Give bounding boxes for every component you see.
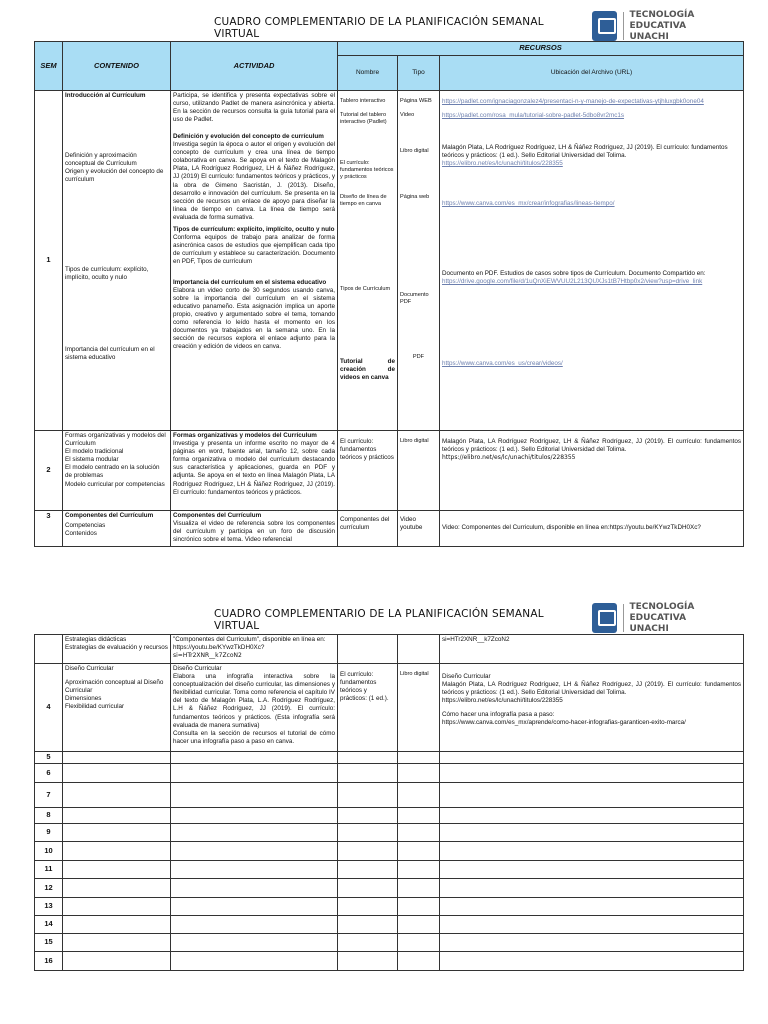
- recurso-nombre: Componentes del currículum: [340, 516, 390, 532]
- actividad-title: Diseño Curricular: [173, 665, 222, 672]
- empty-cell: [398, 808, 440, 824]
- actividad-text: Visualiza el video de referencia sobre los componentes del currículum y participa en un foro de discusión sincrónico sobre el tema. Video referencial: [173, 520, 335, 544]
- recurso-nombre: Tablero interactivo: [340, 98, 386, 104]
- contenido-item: Importancia del currículum en el sistema educativo: [65, 346, 155, 362]
- empty-cell: [171, 898, 338, 916]
- empty-cell: [398, 861, 440, 879]
- logo: [592, 602, 732, 634]
- week-3-contenido: [63, 511, 171, 547]
- contenido-block: [63, 151, 170, 265]
- logo-divider: [623, 604, 624, 632]
- contenido-item: Formas organizativas y modelos del Currículum: [65, 432, 166, 448]
- week-4-recurso-tipo: [398, 664, 440, 752]
- recurso-link[interactable]: https://padlet.com/rosa_mula/tutorial-sobre-padlet-5dbo8vr2mc1s: [442, 112, 625, 119]
- week-2-recurso-nombre: [338, 431, 398, 511]
- table-row-week-3: [35, 511, 744, 547]
- contenido-item: Estrategias didácticas: [65, 636, 127, 643]
- empty-cell: [338, 879, 398, 898]
- logo-line-1: TECNOLOGÍA EDUCATIVA: [629, 601, 695, 623]
- recurso-nombre: El currículo: fundamentos teóricos y prácticos: [340, 160, 394, 180]
- recurso-descripcion: Malagón Plata, LA Rodríguez Rodríguez, LH & Ñáñez Rodríguez, JJ (2019). El currículo: fundamentos teóricos y prácticos: (1 ed.). Sello Editorial Universidad del Tolima.: [442, 681, 741, 697]
- table-row-week-empty: [35, 842, 744, 861]
- empty-cell: [440, 824, 744, 842]
- empty-cell: [63, 842, 171, 861]
- empty-cell: [63, 764, 171, 783]
- week-4-contenido: [63, 664, 171, 752]
- actividad-text: Elabora una infografía interactiva sobre la conceptualización del diseño curricular, las dimensiones y flexibilidad curricular. Toma como referencia el capítulo IV del texto de Malagón Plata, L.A. Rodríguez Rodríguez, L.H & Ñáñez Rodríguez, JJ (2019). El currículo: fundamentos teóricos y prácticos. (Esta infografía será evaluada de manera sumativa): [173, 673, 335, 729]
- recurso-nombre: Tutorial de creación de videos en canva: [340, 358, 395, 381]
- empty-cell: [440, 842, 744, 861]
- recurso-link[interactable]: https://elibro.net/es/lc/unachi/titulos/228355: [442, 454, 576, 462]
- empty-cell: [338, 898, 398, 916]
- table-row-week-empty: [35, 861, 744, 879]
- week-3-recurso-url: [440, 511, 744, 547]
- recurso-nombre: Tutorial del tablero interactivo (Padlet): [340, 112, 387, 125]
- empty-cell: [338, 861, 398, 879]
- contenido-item: Componentes del Currículum: [65, 512, 154, 519]
- col-header-recursos: RECURSOS: [338, 42, 744, 56]
- week-4-actividad: [171, 664, 338, 752]
- week-number: [35, 635, 63, 664]
- contenido-item: El modelo centrado en la solución de problemas: [65, 464, 160, 480]
- table-row-week-empty: [35, 952, 744, 971]
- empty-cell: [63, 808, 171, 824]
- col-header-actividad: ACTIVIDAD: [171, 42, 338, 91]
- empty-cell: [63, 824, 171, 842]
- contenido-item: Modelo curricular por competencias: [65, 480, 165, 488]
- logo-line-2: UNACHI: [629, 623, 669, 634]
- empty-cell: [398, 952, 440, 971]
- week-1-actividad: [171, 91, 338, 431]
- table-row-week-empty: [35, 752, 744, 764]
- empty-cell: [171, 808, 338, 824]
- actividad-title: Componentes del Currículum: [173, 512, 262, 519]
- contenido-item: Diseño Curricular: [65, 665, 114, 672]
- week-2-recurso-url: [440, 431, 744, 511]
- empty-cell: [171, 752, 338, 764]
- recurso-descripcion: Malagón Plata, LA Rodríguez Rodríguez, LH & Ñáñez Rodríguez, JJ (2019). El currículo: fundamentos teóricos y prácticos: (1 ed.). Sello Editorial Universidad del Tolima.: [442, 144, 728, 160]
- table-row-week-3-continued: [35, 635, 744, 664]
- recurso-descripcion: Documento en PDF. Estudios de casos sobre tipos de Currículum. Documento Compartido en:: [442, 270, 706, 277]
- empty-cell: [171, 764, 338, 783]
- logo-divider: [623, 12, 624, 40]
- actividad-text: Elabora un video corto de 30 segundos usando canva, sobre la importancia del currículum en el sistema educativo panameño. Esta asignación implica un aporte propio, creativo y argumentado sobre el tema, tomando como referencia lo leído hasta el momento en los documentos ya trabajados en la semana uno. En la sección de recursos explora el enlace adjunto para la creación y edición de videos en canva.: [173, 286, 335, 351]
- col-header-contenido: CONTENIDO: [63, 42, 171, 91]
- week-1-recurso-nombre: [338, 91, 398, 431]
- actividad-text: si=HTr2XNR__k7ZcoN2: [173, 652, 242, 660]
- recurso-link[interactable]: https://www.canva.com/es_mx/crear/infografias/lineas-tiempo/: [442, 200, 615, 207]
- empty-cell: [171, 952, 338, 971]
- recurso-descripcion: Cómo hacer una infografía pasa a paso:: [442, 711, 555, 719]
- empty-cell: [398, 752, 440, 764]
- empty-cell: [440, 808, 744, 824]
- empty-cell: [440, 952, 744, 971]
- week-number: 12: [35, 879, 63, 898]
- empty-cell: [171, 783, 338, 808]
- empty-cell: [63, 934, 171, 952]
- empty-cell: [440, 898, 744, 916]
- table-row-week-empty: [35, 783, 744, 808]
- recurso-tipo: Libro digital: [400, 438, 429, 444]
- empty-cell: [171, 861, 338, 879]
- week-number: 14: [35, 916, 63, 934]
- document-title: CUADRO COMPLEMENTARIO DE LA PLANIFICACIÓN SEMANAL VIRTUAL: [214, 16, 544, 40]
- actividad-title: Importancia del currículum en el sistema educativo: [173, 278, 327, 286]
- logo: [592, 10, 732, 42]
- recurso-tipo: PDF: [412, 354, 425, 360]
- continued-recurso-nombre: [338, 635, 398, 664]
- recurso-nombre: Diseño de línea de tiempo en canva: [340, 194, 387, 207]
- empty-cell: [398, 916, 440, 934]
- empty-cell: [398, 898, 440, 916]
- table-row-week-empty: [35, 824, 744, 842]
- empty-cell: [63, 752, 171, 764]
- week-4-recurso-nombre: [338, 664, 398, 752]
- actividad-title: Formas organizativas y modelos del Currículum: [173, 432, 317, 439]
- col-header-sem: SEM: [35, 42, 63, 91]
- week-1-contenido: [63, 91, 171, 431]
- week-number: 16: [35, 952, 63, 971]
- empty-cell: [63, 879, 171, 898]
- empty-cell: [171, 916, 338, 934]
- week-number: 7: [35, 783, 63, 808]
- week-number: 10: [35, 842, 63, 861]
- week-1-recurso-tipo: [398, 91, 440, 431]
- empty-cell: [63, 916, 171, 934]
- actividad-text: Investiga según la época o autor el origen y evolución del concepto de currículum y crea una línea de tiempo colaborativa en canva. Se apoya en el texto de Malagón Plata, LA Rodríguez Rodríguez, LH & Ñáñez Rodríguez, JJ (2019) El currículo: fundamentos teóricos y prácticos, y la obra de Gimeno Sacristán, J. (2013). Diseño, desarrollo e innovación del currículum. Se presenta en la sección de recursos un enlace de apoyo para diseñar la línea de tiempo en canva. La línea de tiempo será evaluada de forma sumativa.: [173, 141, 335, 221]
- empty-cell: [440, 934, 744, 952]
- empty-cell: [440, 752, 744, 764]
- table-row-week-2: [35, 431, 744, 511]
- empty-cell: [440, 879, 744, 898]
- recurso-link[interactable]: https://www.canva.com/es_mx/aprende/como-hacer-infografias-garanticen-exito-marca/: [442, 719, 686, 727]
- week-number: 9: [35, 824, 63, 842]
- empty-cell: [398, 764, 440, 783]
- col-header-url: Ubicación del Archivo (URL): [440, 56, 744, 91]
- empty-cell: [171, 842, 338, 861]
- empty-cell: [338, 824, 398, 842]
- empty-cell: [338, 752, 398, 764]
- actividad-title: Tipos de currículum: explícito, implícito, oculto y nulo: [173, 226, 335, 234]
- actividad-text: Participa, se identifica y presenta expectativas sobre el curso, utilizando Padlet de manera asincrónica y abierta. En la sección de recursos consulta la guía tutorial para el uso de Padlet.: [173, 92, 335, 124]
- week-3-recurso-nombre: [338, 511, 398, 547]
- contenido-item: Dimensiones: [65, 695, 102, 703]
- actividad-text: Consulta en la sección de recursos el tutorial de cómo hacer una infografía paso a paso en canva.: [173, 729, 335, 745]
- week-number: 15: [35, 934, 63, 952]
- recurso-tipo: Página web: [400, 194, 430, 200]
- continued-contenido: [63, 635, 171, 664]
- actividad-text: Conforma equipos de trabajo para analizar de forma asincrónica casos de estudios que ejemplifican cada tipo de currículum y establece su caracterización. Documento en PDF, Tipos de currículum: [173, 234, 335, 266]
- empty-cell: [338, 783, 398, 808]
- recurso-nombre: El currículo: fundamentos teóricos y prácticos: [340, 438, 394, 462]
- week-number: 2: [35, 431, 63, 511]
- week-2-actividad: [171, 431, 338, 511]
- week-3-actividad: [171, 511, 338, 547]
- table-row-week-empty: [35, 934, 744, 952]
- contenido-item: Estrategias de evaluación y recursos: [65, 644, 168, 652]
- contenido-item: Tipos de currículum: explícito, implícito, oculto y nulo: [65, 266, 149, 282]
- recurso-link[interactable]: https://www.canva.com/es_us/crear/videos/: [442, 360, 563, 367]
- recurso-tipo: Documento PDF: [400, 292, 429, 305]
- recurso-tipo: Video youtube: [400, 516, 423, 532]
- empty-cell: [398, 842, 440, 861]
- contenido-item: Contenidos: [65, 530, 97, 538]
- recurso-descripcion: Video: Componentes del Curriculum, disponible en línea en:https://youtu.be/KYwzTkDH0Xc?: [442, 524, 701, 531]
- logo-text: [630, 10, 733, 43]
- empty-cell: [63, 898, 171, 916]
- table-row-week-empty: [35, 879, 744, 898]
- table-row-week-1: [35, 91, 744, 431]
- recurso-tipo: Libro digital: [400, 148, 429, 154]
- recurso-link[interactable]: https://padlet.com/ignaciagonzalez4/presentaci-n-y-manejo-de-expectativas-ytjhluxgbk0one04: [442, 98, 704, 105]
- empty-cell: [338, 916, 398, 934]
- recurso-tipo: Página WEB: [400, 98, 432, 104]
- contenido-item: El modelo tradicional: [65, 448, 124, 456]
- empty-cell: [398, 824, 440, 842]
- week-2-contenido: [63, 431, 171, 511]
- week-number: 6: [35, 764, 63, 783]
- contenido-item: Introducción al Currículum: [65, 92, 146, 99]
- empty-cell: [338, 764, 398, 783]
- empty-cell: [398, 783, 440, 808]
- empty-cell: [440, 764, 744, 783]
- table-row-week-empty: [35, 808, 744, 824]
- empty-cell: [171, 824, 338, 842]
- recurso-nombre: Tipos de Currículum: [340, 286, 391, 292]
- unachi-logo-icon: [592, 11, 617, 41]
- week-number: 13: [35, 898, 63, 916]
- recurso-link[interactable]: https://elibro.net/es/lc/unachi/titulos/228355: [442, 697, 563, 705]
- empty-cell: [398, 879, 440, 898]
- recurso-link[interactable]: https://elibro.net/es/lc/unachi/titulos/228355: [442, 160, 563, 168]
- week-3-recurso-tipo: [398, 511, 440, 547]
- empty-cell: [440, 783, 744, 808]
- empty-cell: [440, 861, 744, 879]
- logo-text: [630, 602, 733, 635]
- contenido-item: Flexibilidad curricular: [65, 703, 125, 711]
- contenido-item: Definición y aproximación conceptual de Currículum: [65, 152, 137, 168]
- empty-cell: [171, 934, 338, 952]
- actividad-title: Definición y evolución del concepto de currículum: [173, 133, 324, 140]
- week-number: 1: [35, 91, 63, 431]
- document-title: CUADRO COMPLEMENTARIO DE LA PLANIFICACIÓN SEMANAL VIRTUAL: [214, 608, 544, 632]
- planning-table-page-1: [34, 41, 744, 547]
- empty-cell: [338, 808, 398, 824]
- empty-cell: [338, 952, 398, 971]
- week-number: 11: [35, 861, 63, 879]
- recurso-tipo: Libro digital: [400, 671, 429, 677]
- empty-cell: [398, 934, 440, 952]
- contenido-item: Competencias: [65, 522, 106, 530]
- contenido-item: Aproximación conceptual al Diseño Curricular: [65, 679, 164, 695]
- unachi-logo-icon: [592, 603, 617, 633]
- continued-actividad: [171, 635, 338, 664]
- col-header-tipo: Tipo: [398, 56, 440, 91]
- empty-cell: [171, 879, 338, 898]
- empty-cell: [338, 934, 398, 952]
- empty-cell: [338, 842, 398, 861]
- logo-line-1: TECNOLOGÍA EDUCATIVA: [629, 9, 695, 31]
- planning-table-page-2: [34, 634, 744, 971]
- week-4-recurso-url: [440, 664, 744, 752]
- week-1-recurso-url: [440, 91, 744, 431]
- recurso-tipo: Video: [400, 112, 415, 118]
- contenido-item: El sistema modular: [65, 456, 119, 464]
- table-row-week-empty: [35, 764, 744, 783]
- table-row-week-empty: [35, 898, 744, 916]
- table-row-week-4: [35, 664, 744, 752]
- recurso-link[interactable]: https://drive.google.com/file/d/1uQnXiEWVUU2L213QUXJs1tB7Htbp0x2/view?usp=drive_link: [442, 278, 703, 286]
- continued-recurso-tipo: [398, 635, 440, 664]
- empty-cell: [63, 861, 171, 879]
- recurso-link[interactable]: si=HTr2XNR__k7ZcoN2: [442, 636, 510, 643]
- week-number: 3: [35, 511, 63, 547]
- week-number: 5: [35, 752, 63, 764]
- week-number: 4: [35, 664, 63, 752]
- week-2-recurso-tipo: [398, 431, 440, 511]
- actividad-text: Investiga y presenta un informe escrito no mayor de 4 páginas en word, fuente arial, tamaño 12, sobre cada forma organizativa o modelo del currículum destacando sus característica y aplicaciones, guarda en PDF y adjunta. Se apoya en el texto en línea Malagón Plata, LA Rodríguez Rodríguez, LH & Ñáñez Rodríguez, JJ (2019). El currículo: fundamentos teóricos y prácticos.: [173, 440, 335, 496]
- recurso-descripcion: Diseño Curricular: [442, 673, 491, 680]
- week-number: 8: [35, 808, 63, 824]
- table-row-week-empty: [35, 916, 744, 934]
- empty-cell: [63, 952, 171, 971]
- contenido-item: Origen y evolución del concepto de currículum: [65, 168, 164, 184]
- col-header-nombre: Nombre: [338, 56, 398, 91]
- recurso-descripcion: Malagón Plata, LA Rodríguez Rodríguez, LH & Ñáñez Rodríguez, JJ (2019). El currículo: fundamentos teóricos y prácticos: (1 ed.). Sello Editorial Universidad del Tolima.: [442, 438, 742, 454]
- recurso-nombre: El currículo: fundamentos teóricos y prácticos: (1 ed.).: [340, 671, 389, 703]
- actividad-text: "Componentes del Curriculum", disponible en línea en: https://youtu.be/KYwzTkDH0Xc?: [173, 636, 326, 652]
- empty-cell: [63, 783, 171, 808]
- continued-recurso-url: [440, 635, 744, 664]
- empty-cell: [440, 916, 744, 934]
- logo-line-2: UNACHI: [629, 31, 669, 42]
